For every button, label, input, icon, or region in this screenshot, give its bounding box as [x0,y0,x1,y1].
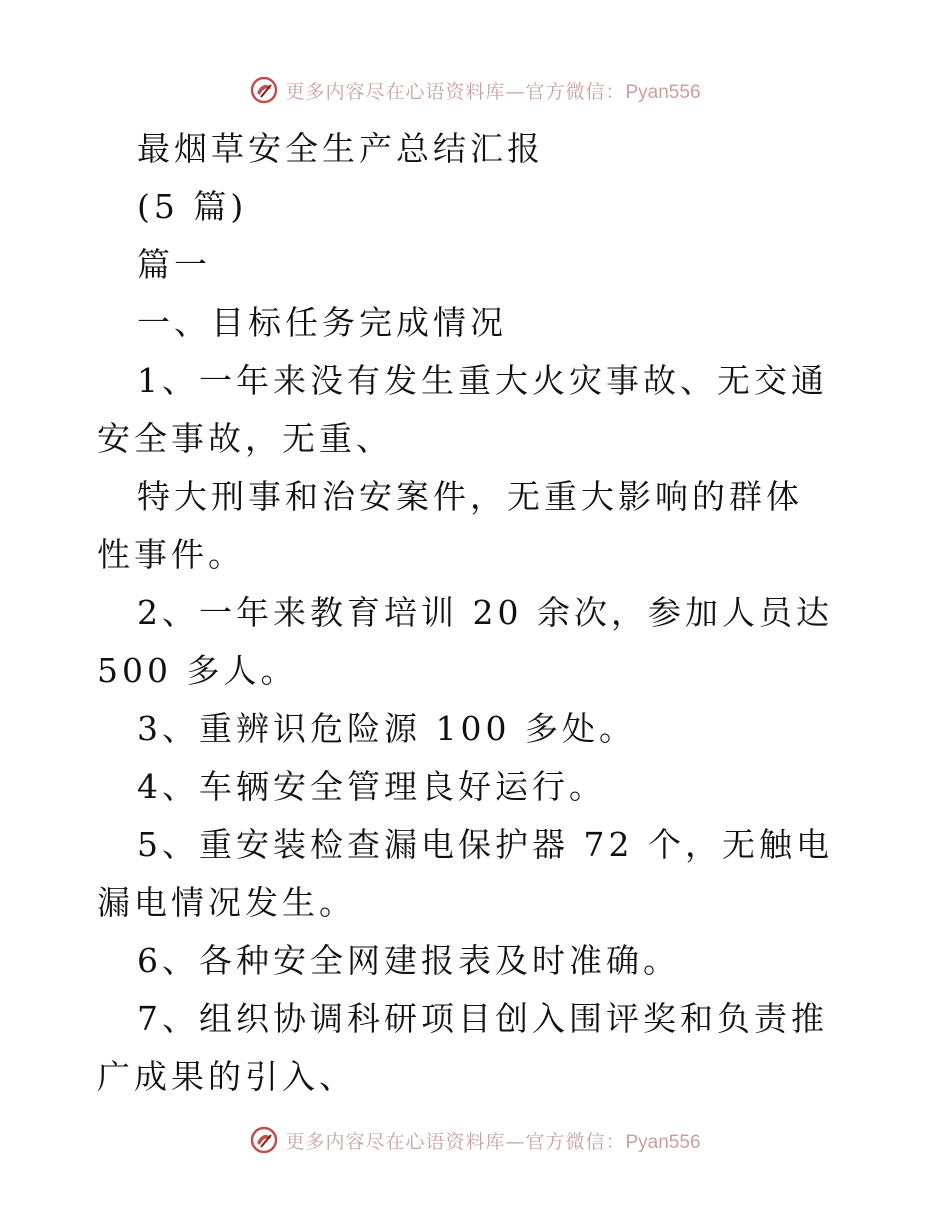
document-subtitle: (5 篇) [137,187,248,226]
section-heading: 一、目标任务完成情况 [137,303,507,342]
banner-main-text: 更多内容尽在心语资料库 [285,80,506,103]
list-item: 5、重安装检查漏电保护器 72 个，无触电漏电情况发生。 [97,825,833,922]
list-item: 2、一年来教育培训 20 余次，参加人员达 500 多人。 [97,593,833,690]
banner-separator: — [505,80,526,103]
banner-main-text: 更多内容尽在心语资料库 [285,1130,506,1153]
footer-banner [0,1118,950,1162]
footer-banner-text [285,1127,700,1154]
list-item: 特大刑事和治安案件，无重大影响的群体性事件。 [97,477,803,574]
list-item: 7、组织协调科研项目创入围评奖和负责推广成果的引入、 [97,999,828,1096]
header-banner-text [285,77,700,104]
banner-wechat-id: Pyan556 [625,81,701,103]
banner-separator: — [505,1130,526,1153]
banner-wechat-label: 官方微信： [525,1130,626,1153]
list-item: 4、车辆安全管理良好运行。 [137,767,606,806]
banner-wechat-id: Pyan556 [625,1131,701,1153]
brand-swirl-icon [249,75,279,105]
document-title: 最烟草安全生产总结汇报 [137,129,544,168]
brand-swirl-icon [249,1125,279,1155]
banner-wechat-label: 官方微信： [525,80,626,103]
document-body [97,120,837,1106]
header-banner [0,68,950,112]
list-item: 3、重辨识危险源 100 多处。 [137,709,636,748]
list-item: 6、各种安全网建报表及时准确。 [137,941,680,980]
list-item: 1、一年来没有发生重大火灾事故、无交通安全事故，无重、 [97,361,828,458]
section-label: 篇一 [137,245,211,284]
